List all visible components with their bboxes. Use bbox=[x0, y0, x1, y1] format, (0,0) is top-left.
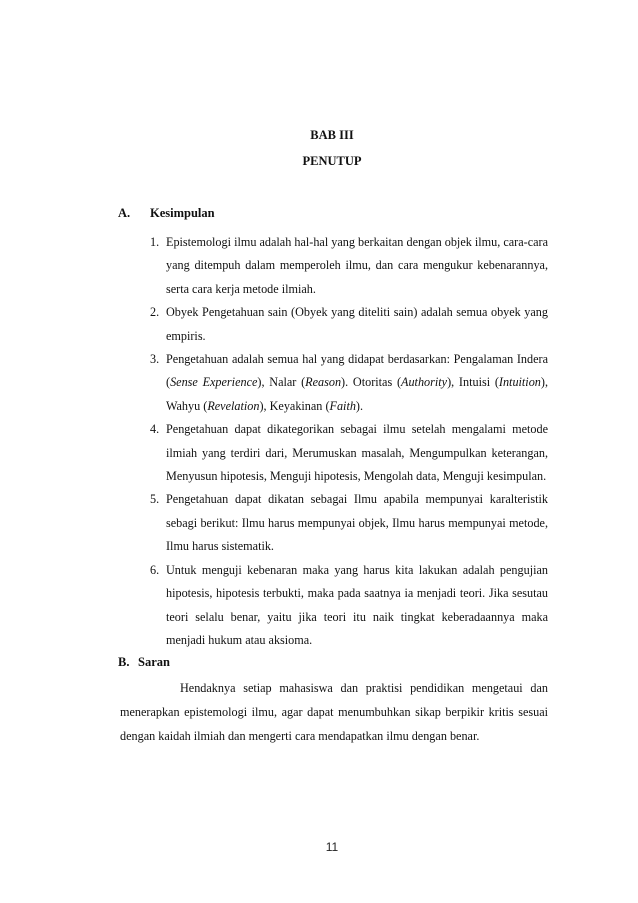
text-segment: ), Intuisi ( bbox=[447, 375, 499, 390]
text-segment: ), Wahyu ( bbox=[166, 375, 548, 413]
text-segment: ), Keyakinan ( bbox=[259, 398, 330, 413]
list-item-text: Obyek Pengetahuan sain (Obyek yang diteliti sain) adalah semua obyek yang empiris. bbox=[166, 305, 548, 343]
list-item-number: 1. bbox=[150, 235, 160, 249]
text-segment-italic: Sense Experience bbox=[170, 375, 258, 390]
chapter-title: PENUTUP bbox=[302, 154, 362, 168]
text-segment-italic: Faith bbox=[329, 398, 356, 413]
section-b-title: Saran bbox=[138, 655, 170, 669]
list-item bbox=[150, 301, 548, 348]
text-segment-italic: Revelation bbox=[207, 398, 260, 413]
text-segment: Pengetahuan adalah semua hal yang didapat berdasarkan: Pengalaman Indera ( bbox=[166, 352, 548, 390]
chapter-number: BAB III bbox=[310, 128, 354, 142]
text-segment-italic: Reason bbox=[305, 375, 342, 390]
list-item-number: 3. bbox=[150, 352, 160, 367]
list-item bbox=[150, 488, 548, 558]
section-a-title: Kesimpulan bbox=[150, 206, 215, 220]
list-item-number: 2. bbox=[150, 305, 160, 320]
list-item bbox=[150, 418, 548, 488]
list-item bbox=[150, 231, 548, 301]
list-item-number: 4. bbox=[150, 422, 160, 437]
list-item-number: 6. bbox=[150, 562, 160, 577]
text-segment: ). bbox=[355, 398, 364, 413]
section-b-letter: B. bbox=[118, 655, 130, 669]
list-item-text: Untuk menguji kebenaran maka yang harus kita lakukan adalah pengujian hipotesis, hipotesis terbukti, maka pada saatnya ia menjadi teori. Jika sesutau teori selalu benar, yaitu jika teori itu naik tingkat keberadaannya maka menjadi hukum atau aksioma. bbox=[166, 562, 548, 647]
conclusion-list bbox=[150, 231, 548, 652]
page-number: 11 bbox=[325, 840, 339, 854]
list-item-text: Epistemologi ilmu adalah hal-hal yang berkaitan dengan objek ilmu, cara-cara yang ditempuh dalam memperoleh ilmu, dan cara mengukur kebenarannya, serta cara kerja metode ilmiah. bbox=[166, 235, 548, 296]
section-a-letter: A. bbox=[118, 206, 131, 220]
section-a-heading bbox=[118, 203, 418, 223]
text-segment: ). Otoritas ( bbox=[341, 375, 402, 390]
list-item-text: Pengetahuan dapat dikatan sebagai Ilmu apabila mempunyai karalteristik sebagi berikut: Ilmu harus mempunyai objek, Ilmu harus mempunyai metode, Ilmu harus sistematik. bbox=[166, 492, 548, 554]
list-item-number: 5. bbox=[150, 492, 160, 507]
text-segment: ), Nalar ( bbox=[257, 375, 306, 390]
text-segment-italic: Authority bbox=[401, 375, 448, 390]
text-segment-italic: Intuition bbox=[498, 375, 541, 390]
list-item bbox=[150, 348, 548, 418]
saran-paragraph: Hendaknya setiap mahasiswa dan praktisi pendidikan mengetaui dan menerapkan epistemologi ilmu, agar dapat menumbuhkan sikap berpikir kritis sesuai dengan kaidah ilmiah dan mengerti cara mendapatkan ilmu dengan benar. bbox=[120, 681, 548, 744]
list-item bbox=[150, 559, 548, 653]
list-item-text-rich bbox=[166, 348, 548, 418]
section-b-heading bbox=[118, 652, 418, 672]
chapter-heading bbox=[0, 122, 638, 174]
list-item-text: Pengetahuan dapat dikategorikan sebagai ilmu setelah mengalami metode ilmiah yang terdiri dari, Merumuskan masalah, Mengumpulkan keterangan, Menyusun hipotesis, Menguji hipotesis, Mengolah data, Menguji kesimpulan. bbox=[166, 422, 548, 484]
